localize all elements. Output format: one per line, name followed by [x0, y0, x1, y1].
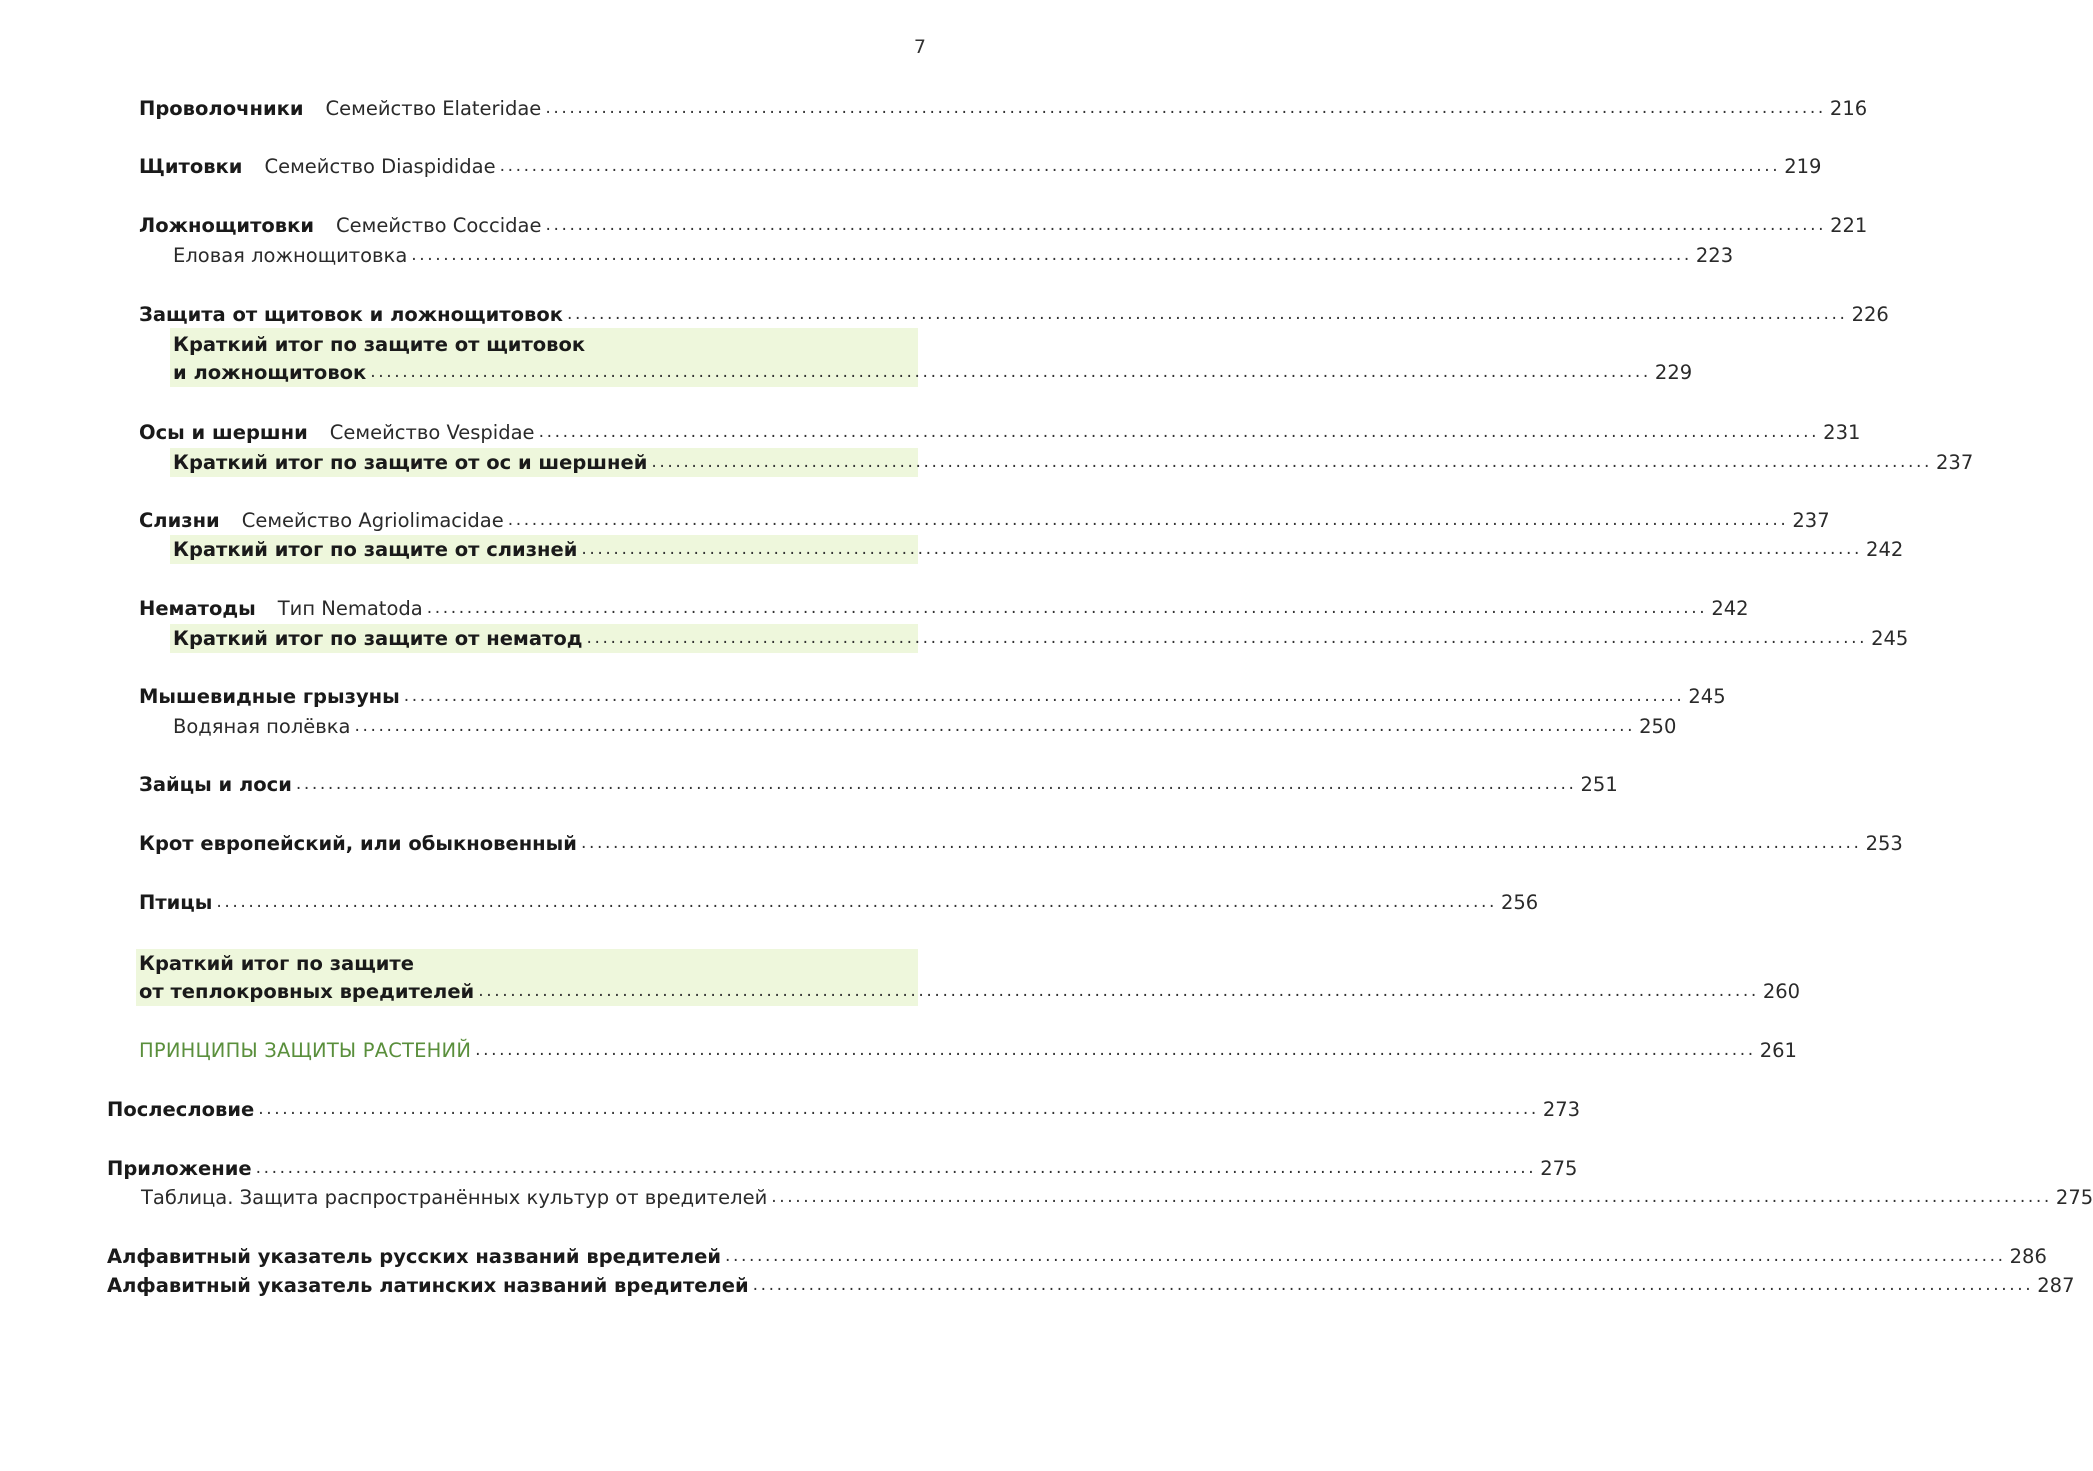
toc-entry [0, 448, 1974, 477]
toc-entry-page: 275 [1540, 1157, 1578, 1180]
toc-entry-title: Мышевидные грызуны [139, 685, 400, 708]
toc-entry-family: Семейство Coccidae [336, 214, 542, 237]
dot-leader: ................................................................................................................................................................ [411, 245, 1692, 265]
toc-entry [0, 1154, 1578, 1183]
toc-entry-page: 245 [1871, 627, 1909, 650]
toc-entry-title: Слизни [139, 509, 220, 532]
toc-entry-page: 251 [1580, 773, 1618, 796]
toc-entry-title: Осы и шершни [139, 421, 308, 444]
toc-entry-family: Семейство Elateridae [325, 97, 542, 120]
toc-entry-page: 229 [1654, 361, 1693, 384]
toc-entry-family: Семейство Diaspididae [264, 155, 496, 178]
toc-entry-family: Семейство Agriolimacidae [241, 509, 504, 532]
toc-entry-page: 223 [1695, 244, 1734, 267]
toc-entry-page: 221 [1830, 214, 1868, 237]
toc-entry [0, 977, 1801, 1006]
toc-entry-title: Проволочники [139, 97, 304, 120]
dot-leader: ................................................................................................................................................................ [255, 1158, 1537, 1178]
dot-leader: ................................................................................................................................................................ [725, 1246, 2006, 1266]
toc-entry [0, 535, 1904, 564]
dot-leader: ................................................................................................................................................................ [258, 1099, 1539, 1119]
toc-entry-page: 256 [1500, 891, 1539, 914]
toc-entry-page: 242 [1866, 538, 1904, 561]
toc-entry [0, 1095, 1581, 1124]
dot-leader: ................................................................................................................................................................ [545, 98, 1826, 118]
toc-entry-page: 242 [1711, 597, 1749, 620]
toc-entry-title: Щитовки [139, 155, 243, 178]
dot-leader: ................................................................................................................................................................ [507, 510, 1789, 530]
toc-entry-page: 273 [1542, 1098, 1581, 1121]
dot-leader: ................................................................................................................................................................ [478, 981, 1759, 1001]
toc-entry-title: от теплокровных вредителей [139, 980, 475, 1003]
toc-entry-family: Семейство Vespidae [329, 421, 535, 444]
dot-leader: ................................................................................................................................................................ [475, 1040, 1756, 1060]
toc-entry [0, 330, 1000, 359]
toc-entry-page: 245 [1688, 685, 1726, 708]
toc-entry-page: 226 [1851, 303, 1889, 326]
toc-entry-page: 237 [1792, 509, 1830, 532]
page-number: 7 [913, 36, 926, 58]
toc-entry [0, 300, 1889, 329]
toc-entry [0, 949, 1000, 978]
toc-entry [0, 1036, 1797, 1065]
toc-entry-page: 250 [1639, 715, 1677, 738]
dot-leader: ................................................................................................................................................................ [499, 156, 1781, 176]
toc-entry-title: Крот европейский, или обыкновенный [139, 832, 577, 855]
toc-entry-page: 286 [2009, 1245, 2047, 1268]
dot-leader: ................................................................................................................................................................ [752, 1275, 2034, 1295]
toc-entry-title: Водяная полёвка [173, 715, 351, 738]
toc-entry [0, 241, 1734, 270]
toc-entry-title: Алфавитный указатель русских названий вредителей [107, 1245, 722, 1268]
toc-entry-title: Еловая ложнощитовка [173, 244, 408, 267]
toc-entry-page: 275 [2055, 1186, 2093, 1209]
toc-entry [0, 506, 1830, 535]
toc-entry-title: Нематоды [139, 597, 256, 620]
toc-entry-title: и ложнощитовок [173, 361, 367, 384]
dot-leader: ................................................................................................................................................................ [771, 1187, 2052, 1207]
toc-entry [0, 1183, 2093, 1212]
dot-leader: ................................................................................................................................................................ [566, 304, 1848, 324]
toc-entry-title: Краткий итог по защите [139, 952, 414, 975]
toc-entry-page: 231 [1823, 421, 1861, 444]
dot-leader: ................................................................................................................................................................ [216, 892, 1497, 912]
toc-entry-title: Алфавитный указатель латинских названий вредителей [107, 1274, 749, 1297]
toc-entry-page: 237 [1936, 451, 1974, 474]
toc-entry-title: Краткий итог по защите от нематод [173, 627, 583, 650]
toc-entry [0, 1242, 2047, 1271]
toc-entry-page: 216 [1829, 97, 1868, 120]
toc-entry-title: Краткий итог по защите от ос и шершней [173, 451, 648, 474]
dot-leader: ................................................................................................................................................................ [545, 215, 1827, 235]
toc-entry [0, 152, 1822, 181]
dot-leader: ................................................................................................................................................................ [586, 628, 1868, 648]
toc-entry [0, 829, 1903, 858]
toc-entry [0, 624, 1909, 653]
toc-entry [0, 358, 1693, 387]
toc-entry [0, 682, 1726, 711]
toc-entry-title: Защита от щитовок и ложнощитовок [139, 303, 563, 326]
toc-entry-title: Ложнощитовки [139, 214, 315, 237]
toc-entry [0, 712, 1677, 741]
toc-entry-title: Зайцы и лоси [139, 773, 292, 796]
toc-entry-title: Послесловие [107, 1098, 255, 1121]
toc-entry [0, 770, 1618, 799]
dot-leader: ................................................................................................................................................................ [538, 422, 1820, 442]
dot-leader: ................................................................................................................................................................ [580, 833, 1862, 853]
toc-entry [0, 418, 1861, 447]
toc-entry-page: 253 [1865, 832, 1903, 855]
toc-entry-page: 260 [1762, 980, 1801, 1003]
toc-entry [0, 211, 1868, 240]
toc-entry-title: Краткий итог по защите от щитовок [173, 333, 586, 356]
toc-entry-title: ПРИНЦИПЫ ЗАЩИТЫ РАСТЕНИЙ [139, 1039, 472, 1062]
dot-leader: ................................................................................................................................................................ [354, 716, 1636, 736]
toc-entry-page: 219 [1784, 155, 1822, 178]
dot-leader: ................................................................................................................................................................ [581, 539, 1863, 559]
toc-entry [0, 888, 1539, 917]
toc-entry-title: Приложение [107, 1157, 252, 1180]
dot-leader: ................................................................................................................................................................ [295, 774, 1577, 794]
toc-entry-page: 261 [1759, 1039, 1797, 1062]
toc-entry-title: Краткий итог по защите от слизней [173, 538, 578, 561]
toc-entry-family: Тип Nematoda [277, 597, 423, 620]
dot-leader: ................................................................................................................................................................ [370, 362, 1651, 382]
toc-entry-title: Птицы [139, 891, 213, 914]
toc-entry-page: 287 [2037, 1274, 2075, 1297]
toc-entry [0, 94, 1868, 123]
dot-leader: ................................................................................................................................................................ [651, 452, 1932, 472]
toc-entry [0, 594, 1749, 623]
toc-entry-title: Таблица. Защита распространённых культур от вредителей [141, 1186, 768, 1209]
dot-leader: ................................................................................................................................................................ [426, 598, 1708, 618]
dot-leader: ................................................................................................................................................................ [403, 686, 1685, 706]
toc-entry [0, 1271, 2075, 1300]
